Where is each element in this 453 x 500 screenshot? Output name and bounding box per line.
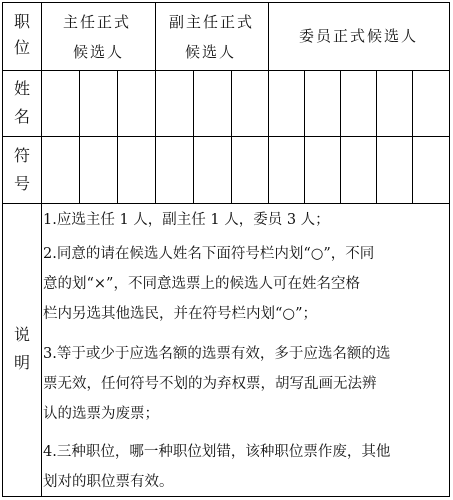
- chair-name-cell-3[interactable]: [118, 71, 155, 136]
- chair-name-cell-2[interactable]: [80, 71, 117, 136]
- chair-header-line2: 候选人: [73, 43, 125, 61]
- member-name-cell-4[interactable]: [377, 71, 412, 136]
- vice-name-cell-3[interactable]: [232, 71, 268, 136]
- member-name-cell-2[interactable]: [305, 71, 340, 136]
- chair-name-cell-1[interactable]: [42, 71, 79, 136]
- vice-chair-header-line1: 副主任正式: [169, 13, 255, 31]
- note-3: 3.等于或少于应选名额的选票有效，多于应选名额的选 票无效，任何符号不划的为弃权票，胡写乱画无法辨 认的选票为废票；: [43, 346, 391, 422]
- vice-name-cell-2[interactable]: [194, 71, 231, 136]
- member-symbol-cell-2[interactable]: [305, 137, 340, 203]
- note-1: 1.应选主任 1 人，副主任 1 人，委员 3 人；: [43, 212, 330, 228]
- vice-chair-header-line2: 候选人: [185, 43, 237, 61]
- chair-symbol-cell-1[interactable]: [42, 137, 79, 203]
- vice-name-cell-1[interactable]: [156, 71, 193, 136]
- notes-label: 说 明: [13, 325, 30, 372]
- symbol-row-label: 符 号: [13, 146, 30, 193]
- member-symbol-cell-3[interactable]: [341, 137, 376, 203]
- member-name-cell-3[interactable]: [341, 71, 376, 136]
- position-header: 职 位: [13, 12, 30, 57]
- member-header: 委员正式候选人: [299, 27, 419, 45]
- member-name-cell-1[interactable]: [269, 71, 304, 136]
- note-4: 4.三种职位，哪一种职位划错，该种职位票作废，其他 划对的职位票有效。: [43, 444, 391, 490]
- member-symbol-cell-1[interactable]: [269, 137, 304, 203]
- vice-symbol-cell-2[interactable]: [194, 137, 231, 203]
- member-name-cell-5[interactable]: [413, 71, 449, 136]
- chair-symbol-cell-3[interactable]: [118, 137, 155, 203]
- vice-symbol-cell-3[interactable]: [232, 137, 268, 203]
- grid-line: [3, 203, 449, 204]
- ballot-table: [2, 2, 450, 497]
- chair-header-line1: 主任正式: [63, 13, 132, 31]
- vice-symbol-cell-1[interactable]: [156, 137, 193, 203]
- member-symbol-cell-5[interactable]: [413, 137, 449, 203]
- note-2: 2.同意的请在候选人姓名下面符号栏内划“○”，不同 意的划“×”，不同意选票上的候选人可在姓名空格 栏内另选其他选民，并在符号栏内划“○”；: [43, 246, 375, 322]
- chair-symbol-cell-2[interactable]: [80, 137, 117, 203]
- member-symbol-cell-4[interactable]: [377, 137, 412, 203]
- name-row-label: 姓 名: [13, 79, 30, 126]
